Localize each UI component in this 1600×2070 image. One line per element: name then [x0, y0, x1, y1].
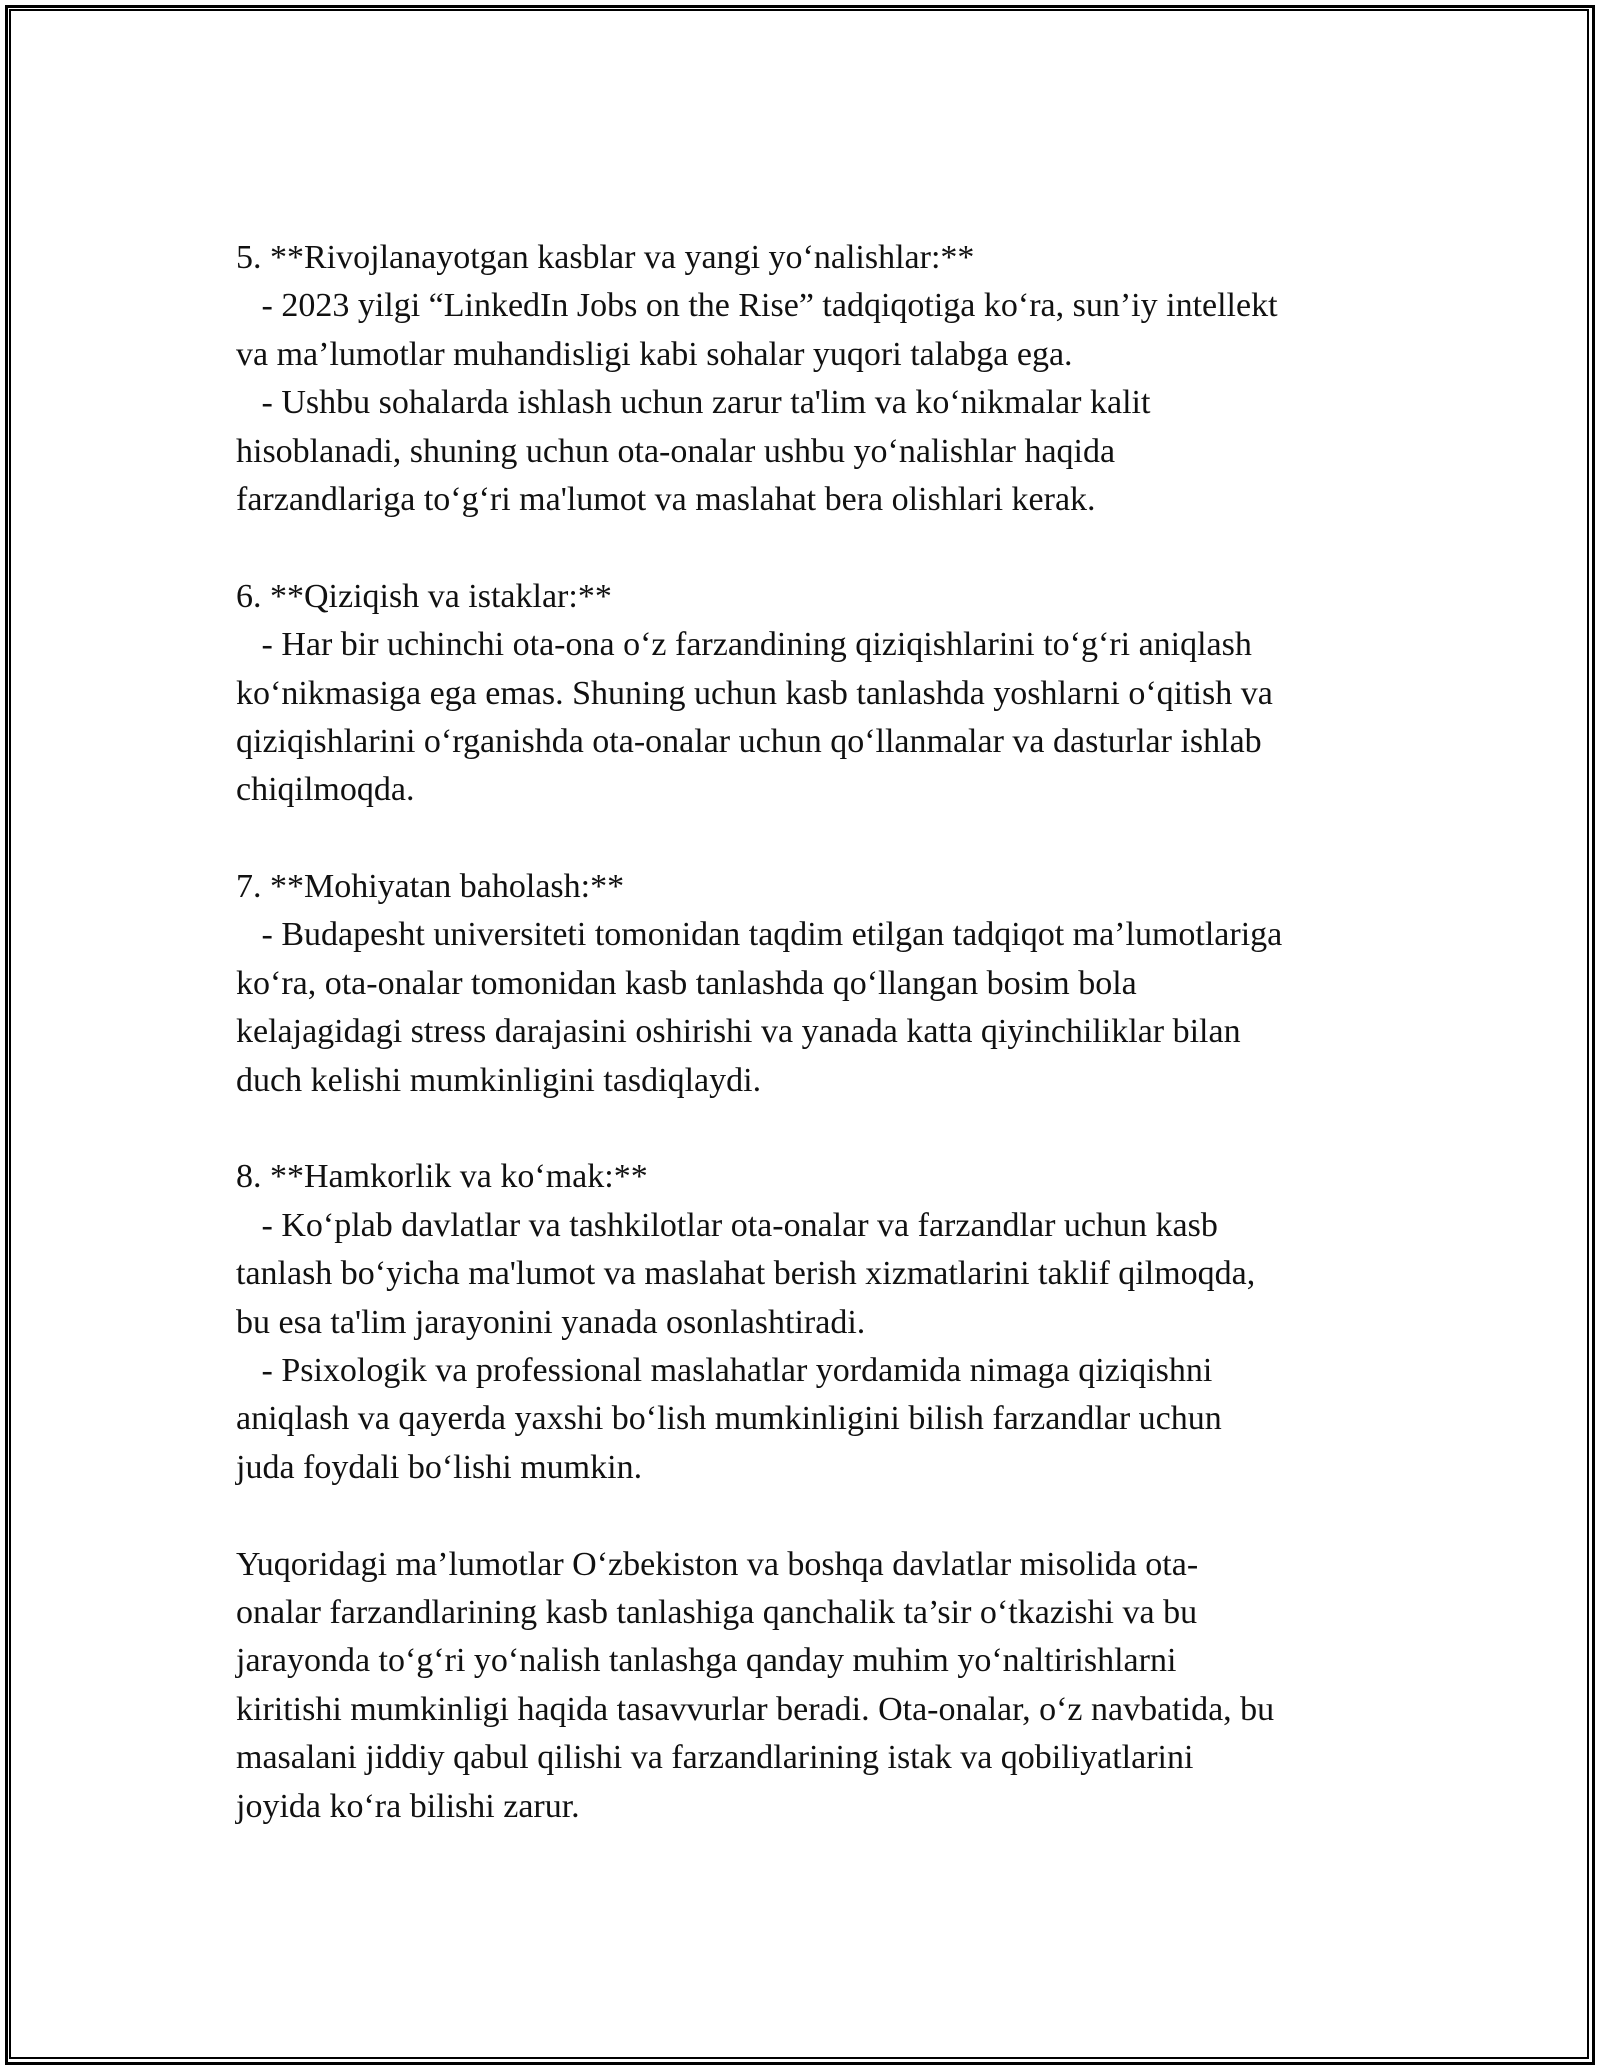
- conclusion-paragraph: [236, 1541, 1376, 1831]
- text-line: chiqilmoqda.: [236, 771, 415, 809]
- text-line: jarayonda to‘g‘ri yo‘nalish tanlashga qanday muhim yo‘naltirishlarni: [236, 1642, 1177, 1680]
- text-line: - Ko‘plab davlatlar va tashkilotlar ota-onalar va farzandlar uchun kasb: [236, 1206, 1218, 1244]
- text-line: onalar farzandlarining kasb tanlashiga qanchalik ta’sir o‘tkazishi va bu: [236, 1593, 1198, 1631]
- text-line: masalani jiddiy qabul qilishi va farzandlarining istak va qobiliyatlarini: [236, 1739, 1194, 1777]
- text-line: hisoblanadi, shuning uchun ota-onalar ushbu yo‘nalishlar haqida: [236, 432, 1116, 470]
- text-line: juda foydali bo‘lishi mumkin.: [236, 1448, 643, 1486]
- text-line: joyida ko‘ra bilishi zarur.: [236, 1787, 580, 1825]
- text-line: qiziqishlarini o‘rganishda ota-onalar uchun qo‘llanmalar va dasturlar ishlab: [236, 722, 1262, 760]
- text-line: Yuqoridagi ma’lumotlar O‘zbekiston va boshqa davlatlar misolida ota-: [236, 1545, 1199, 1583]
- section-6: [236, 573, 1376, 815]
- section-8: [236, 1153, 1376, 1492]
- paragraph-gap: [236, 815, 1376, 863]
- text-line: kiritishi mumkinligi haqida tasavvurlar beradi. Ota-onalar, o‘z navbatida, bu: [236, 1690, 1275, 1728]
- section-heading: 7. **Mohiyatan baholash:**: [236, 868, 625, 906]
- text-line: ko‘nikmasiga ega emas. Shuning uchun kasb tanlashda yoshlarni o‘qitish va: [236, 674, 1273, 712]
- text-line: farzandlariga to‘g‘ri ma'lumot va maslahat bera olishlari kerak.: [236, 480, 1096, 518]
- text-line: - Ushbu sohalarda ishlash uchun zarur ta'lim va ko‘nikmalar kalit: [236, 384, 1151, 422]
- text-line: tanlash bo‘yicha ma'lumot va maslahat berish xizmatlarini taklif qilmoqda,: [236, 1255, 1256, 1293]
- section-5: [236, 234, 1376, 524]
- text-line: bu esa ta'lim jarayonini yanada osonlashtiradi.: [236, 1303, 866, 1341]
- section-heading: 5. **Rivojlanayotgan kasblar va yangi yo‘nalishlar:**: [236, 239, 975, 276]
- text-line: duch kelishi mumkinligini tasdiqlaydi.: [236, 1061, 762, 1099]
- section-heading: 8. **Hamkorlik va ko‘mak:**: [236, 1158, 648, 1196]
- section-7: [236, 863, 1376, 1105]
- text-line: - Budapesht universiteti tomonidan taqdim etilgan tadqiqot ma’lumotlariga: [236, 916, 1283, 954]
- text-line: - 2023 yilgi “LinkedIn Jobs on the Rise” tadqiqotiga ko‘ra, sun’iy intellekt: [236, 287, 1278, 325]
- paragraph-gap: [236, 1492, 1376, 1540]
- paragraph-gap: [236, 1105, 1376, 1153]
- paragraph-gap: [236, 524, 1376, 572]
- text-line: - Har bir uchinchi ota-ona o‘z farzandining qiziqishlarini to‘g‘ri aniqlash: [236, 626, 1252, 664]
- text-line: - Psixologik va professional maslahatlar yordamida nimaga qiziqishni: [236, 1351, 1213, 1389]
- document-body: [236, 234, 1376, 1831]
- text-line: kelajagidagi stress darajasini oshirishi va yanada katta qiyinchiliklar bilan: [236, 1013, 1241, 1051]
- text-line: va ma’lumotlar muhandisligi kabi sohalar yuqori talabga ega.: [236, 335, 1073, 373]
- text-line: aniqlash va qayerda yaxshi bo‘lish mumkinligini bilish farzandlar uchun: [236, 1400, 1222, 1438]
- text-line: ko‘ra, ota-onalar tomonidan kasb tanlashda qo‘llangan bosim bola: [236, 964, 1137, 1002]
- section-heading: 6. **Qiziqish va istaklar:**: [236, 577, 612, 615]
